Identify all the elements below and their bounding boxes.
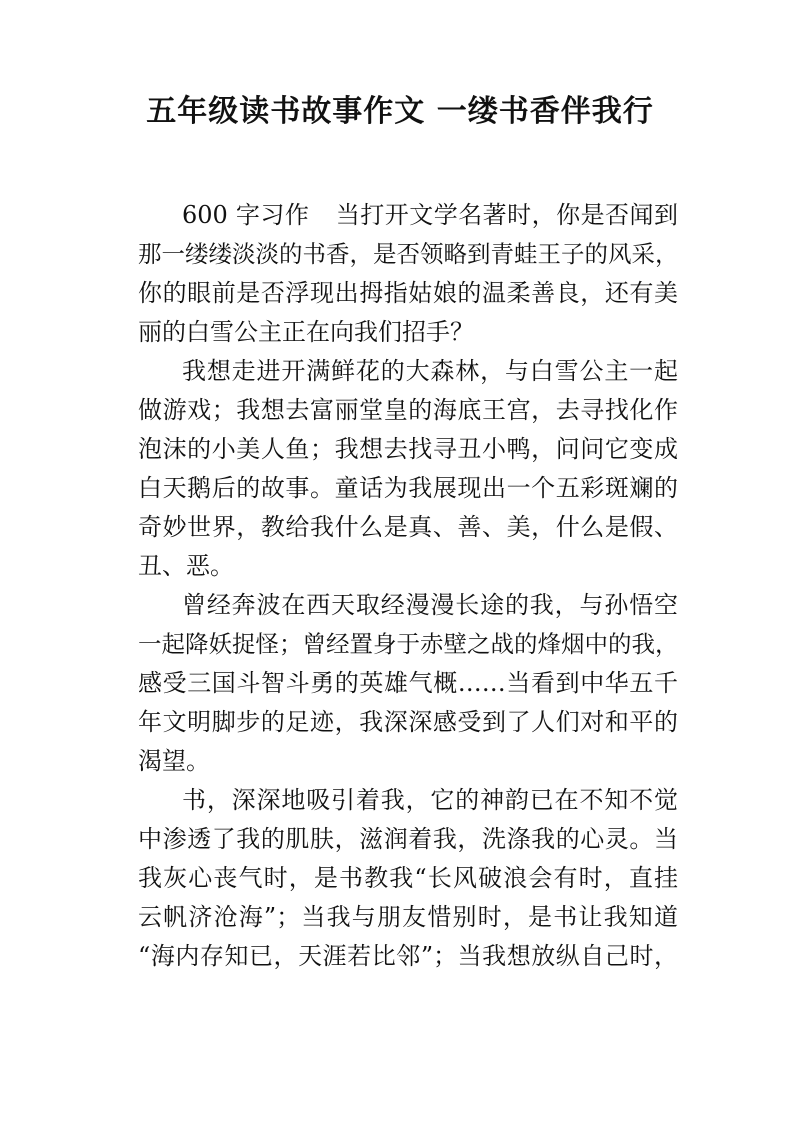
- text-line: 泡沫的小美人鱼；我想去找寻丑小鸭，问问它变成: [138, 435, 678, 463]
- text-line: 丽的白雪公主正在向我们招手？: [138, 318, 474, 346]
- text-line: 书，深深地吸引着我，它的神韵已在不知不觉: [182, 786, 678, 814]
- text-line: 感受三国斗智斗勇的英雄气概……当看到中华五千: [138, 669, 678, 697]
- paragraph-2: [138, 352, 678, 586]
- paragraph-3: [138, 586, 678, 781]
- text-line: 我灰心丧气时，是书教我“长风破浪会有时，直挂: [138, 864, 678, 892]
- paragraph-4: [138, 781, 678, 976]
- text-line: 白天鹅后的故事。童话为我展现出一个五彩斑斓的: [138, 474, 678, 502]
- text-line: 那一缕缕淡淡的书香，是否领略到青蛙王子的风采，: [138, 240, 679, 268]
- text-line: 一起降妖捉怪；曾经置身于赤壁之战的烽烟中的我，: [138, 630, 679, 658]
- text-line: 中渗透了我的肌肤，滋润着我，洗涤我的心灵。当: [138, 825, 678, 853]
- paragraph-1: [138, 196, 678, 352]
- text-line: 奇妙世界，教给我什么是真、善、美，什么是假、: [138, 513, 678, 541]
- text-line: 600 字习作 当打开文学名著时，你是否闻到: [182, 201, 679, 229]
- text-line: 你的眼前是否浮现出拇指姑娘的温柔善良，还有美: [138, 279, 678, 307]
- document-title: 五年级读书故事作文 一缕书香伴我行: [146, 94, 654, 129]
- text-line: 年文明脚步的足迹，我深深感受到了人们对和平的: [138, 708, 678, 736]
- text-line: 丑、恶。: [138, 552, 234, 580]
- prefix-label: 600 字习作: [182, 201, 310, 229]
- text-line: “海内存知已，天涯若比邻”；当我想放纵自己时，: [138, 942, 678, 970]
- text-line: 曾经奔波在西天取经漫漫长途的我，与孙悟空: [182, 591, 678, 619]
- text-line: 云帆济沧海”；当我与朋友惜别时，是书让我知道: [138, 903, 678, 931]
- document-body: [138, 196, 678, 976]
- text-line: 渴望。: [138, 747, 210, 775]
- text-line: 做游戏；我想去富丽堂皇的海底王宫，去寻找化作: [138, 396, 678, 424]
- text-line: 我想走进开满鲜花的大森林，与白雪公主一起: [182, 357, 678, 385]
